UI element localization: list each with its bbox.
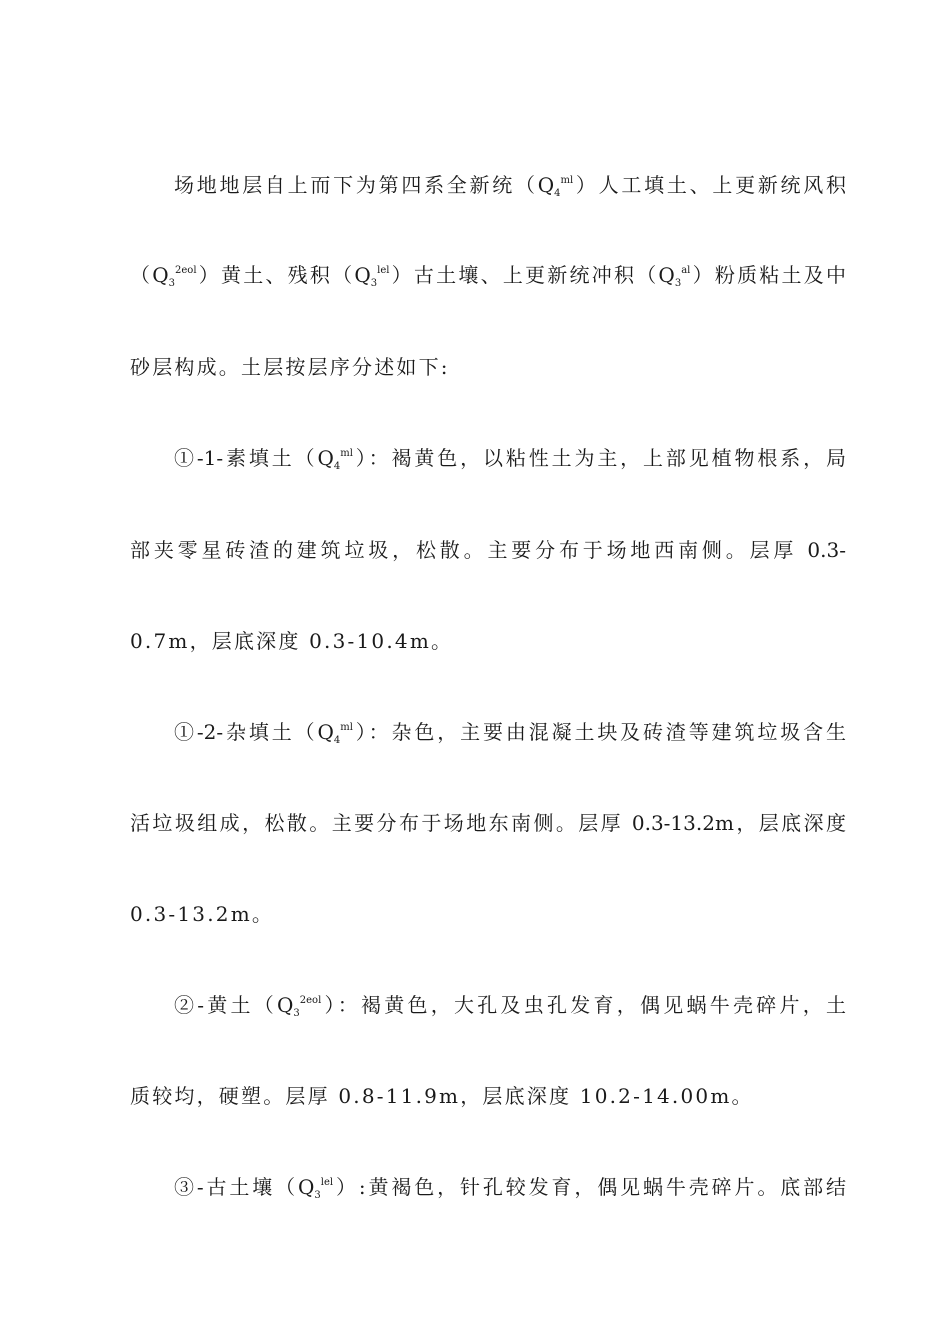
intro-line-1: 场地地层自上而下为第四系全新统$(Q_4^{ml})$人工填土、上更新统风积 (174, 173, 847, 199)
intro-line-2: $(Q_3^{2eol})$黄土、残积$(Q_3^{lel})$古土壤、上更新统冲积$(Q_3^{al})$粉质粘土及中 (130, 263, 846, 289)
layer-1-1-line-2: 部夹零星砖渣的建筑垃圾，松散。主要分布于场地西南侧。层厚 0.3- (130, 538, 846, 562)
layer-1-1-line-1: ①-1-素填土$(Q_4^{ml})$：褐黄色，以粘性土为主，上部见植物根系，局 (174, 446, 846, 472)
layer-2-line-2: 质较均，硬塑。层厚 0.8-11.9m，层底深度 10.2-14.00m。 (130, 1084, 754, 1108)
layer-1-2-line-1: ①-2-杂填土$(Q_4^{ml})$：杂色，主要由混凝土块及砖渣等建筑垃圾含生 (174, 720, 846, 746)
layer-1-2-line-2: 活垃圾组成，松散。主要分布于场地东南侧。层厚 0.3-13.2m，层底深度 (130, 811, 846, 835)
layer-3-line-1: ③-古土壤$(Q_3^{lel})$:黄褐色，针孔较发育，偶见蜗牛壳碎片。底部结 (174, 1175, 847, 1201)
layer-1-1-line-3: 0.7m，层底深度 0.3-10.4m。 (130, 629, 454, 653)
intro-line-3: 砂层构成。土层按层序分述如下: (130, 355, 450, 379)
layer-1-2-line-3: 0.3-13.2m。 (130, 902, 275, 926)
layer-2-line-1: ②-黄土$(Q_3^{2eol})$：褐黄色，大孔及虫孔发育，偶见蜗牛壳碎片，土 (174, 993, 847, 1019)
